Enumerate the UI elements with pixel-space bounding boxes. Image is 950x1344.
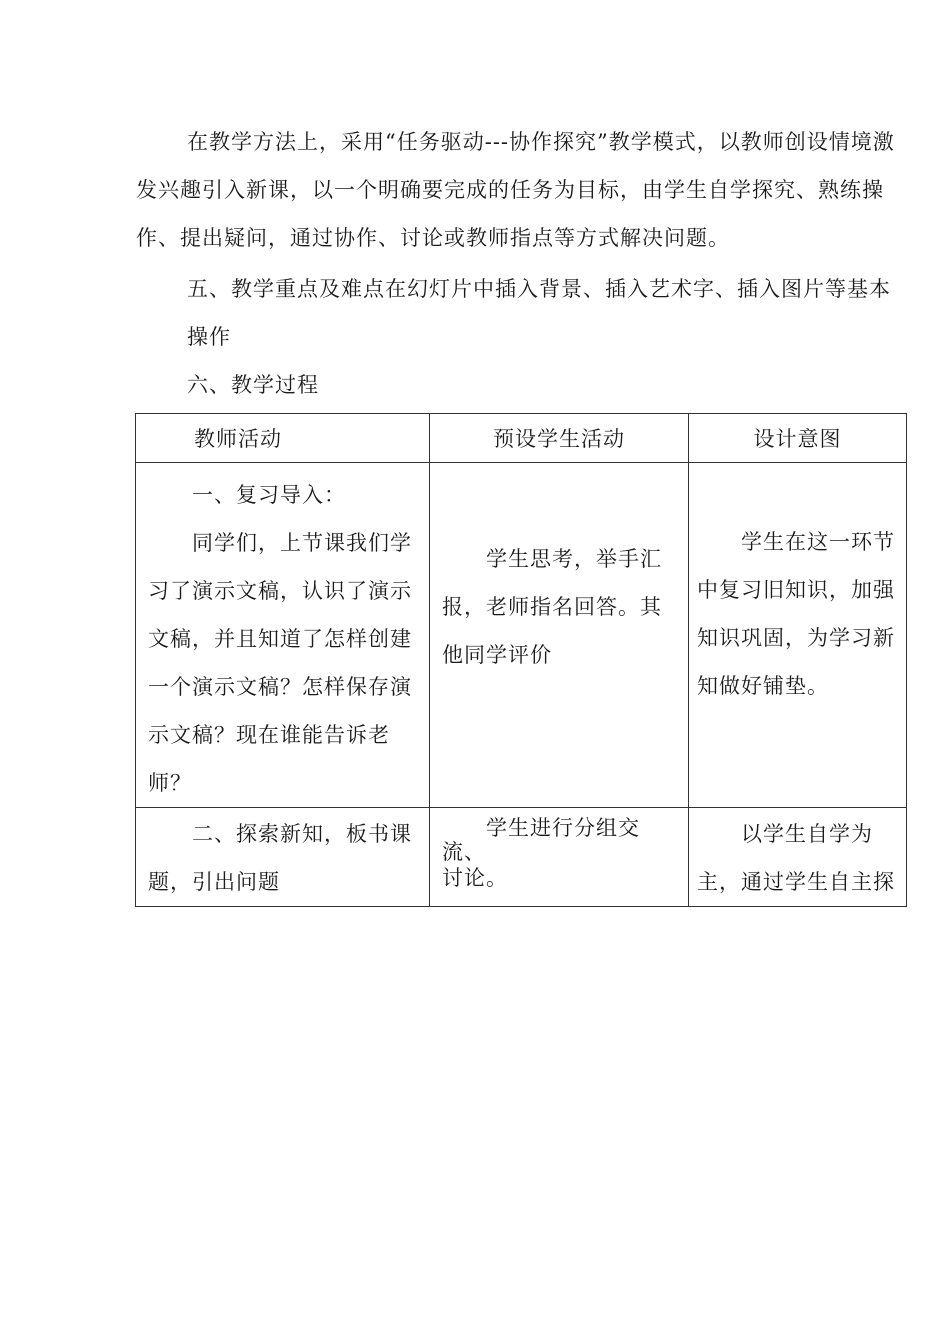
teaching-process-table	[135, 413, 907, 907]
student-activity-line-2: 流、	[442, 840, 486, 864]
teaching-method-paragraph: 在教学方法上，采用“任务驱动---协作探究”教学模式，以教师创设情境激发兴趣引入新课，以一个明确要完成的任务为目标，由学生自学探究、熟练操作、提出疑问，通过协作、讨论或教师指点等方式解决问题。	[136, 130, 895, 250]
teacher-activity-cell	[136, 808, 430, 907]
table-row	[136, 463, 907, 808]
design-intent-text: 以学生自学为主，通过学生自主探	[697, 822, 895, 894]
process-heading: 六、教学过程	[187, 373, 319, 397]
student-activity-text: 学生思考，举手汇报，老师指名回答。其他同学评价	[442, 547, 662, 667]
design-intent-text: 学生在这一环节中复习旧知识，加强知识巩固，为学习新知做好铺垫。	[697, 530, 895, 698]
student-activity-line-3: 讨论。	[442, 866, 508, 890]
design-intent-cell	[689, 808, 907, 907]
design-intent-cell	[689, 463, 907, 808]
table-header-row	[136, 414, 907, 463]
header-teacher-activity: 教师活动	[136, 414, 430, 463]
header-design-intent: 设计意图	[689, 414, 907, 463]
key-points-paragraph: 五、教学重点及难点在幻灯片中插入背景、插入艺术字、插入图片等基本操作	[187, 277, 891, 349]
student-activity-cell	[430, 808, 689, 907]
explore-title: 二、探索新知，板书课题，引出问题	[148, 822, 412, 894]
review-title: 一、复习导入：	[192, 483, 346, 507]
student-activity-line-1: 学生进行分组交	[486, 816, 640, 840]
table-row	[136, 808, 907, 907]
teacher-activity-cell	[136, 463, 430, 808]
header-student-activity: 预设学生活动	[430, 414, 689, 463]
review-body: 同学们，上节课我们学习了演示文稿，认识了演示文稿，并且知道了怎样创建一个演示文稿？怎样保存演示文稿？现在谁能告诉老师？	[148, 531, 412, 795]
student-activity-cell	[430, 463, 689, 808]
